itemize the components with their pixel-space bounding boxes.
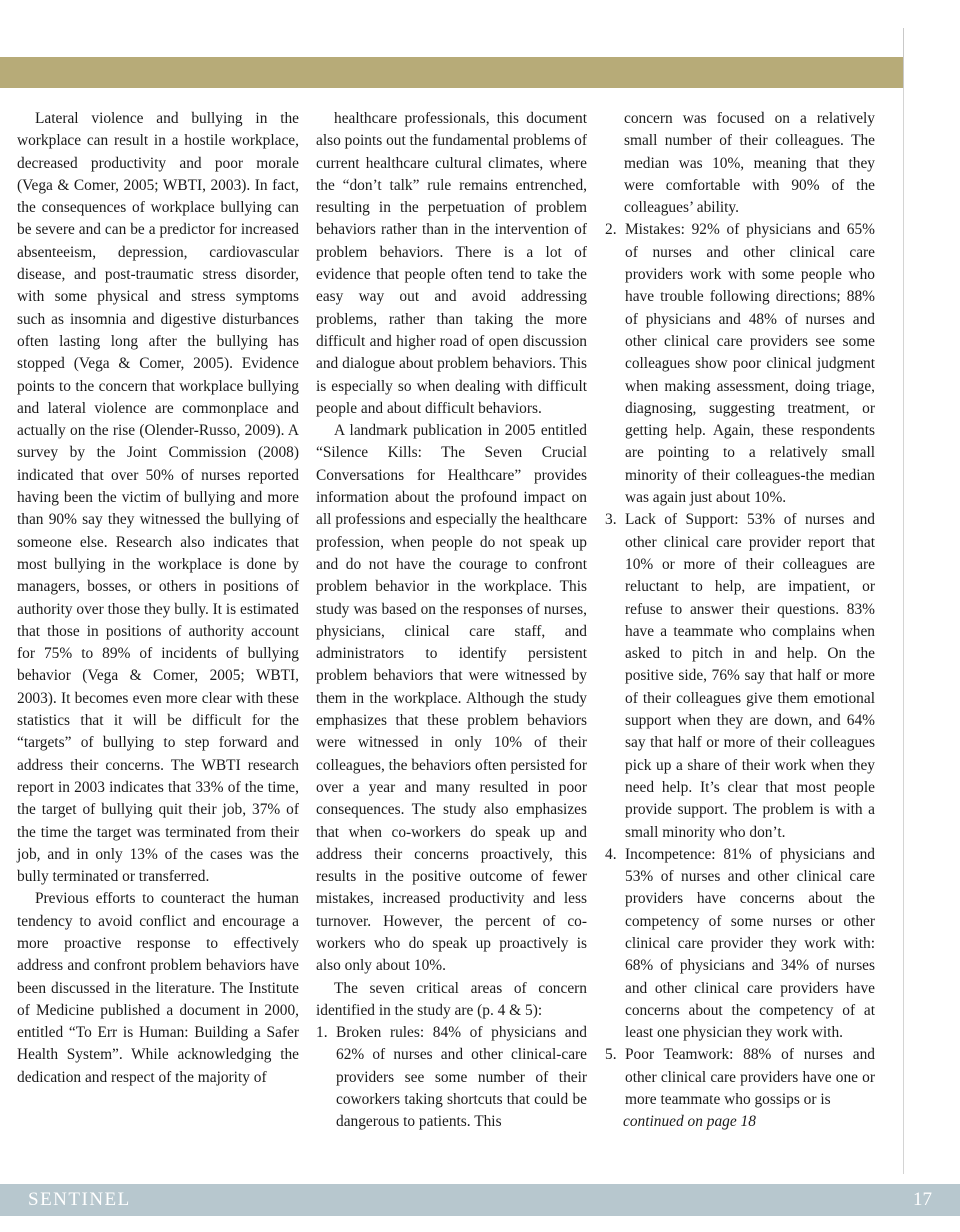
concern-list [316, 1022, 587, 1133]
list-item-text: Incompetence: 81% of physicians and 53% of nurses and other clinical care providers have concerns about the competency of some nurses or other clinical care provider they work with: 68% of physicians and 34% of nurses and other clinical care providers have concerns about the competency of at least one physician they work with. [625, 845, 875, 1042]
paragraph: A landmark publication in 2005 entitled “Silence Kills: The Seven Crucial Conversations for Healthcare” provides information about the profound impact on all professions and especially the healthcare profession, when people do not speak up and do not have the courage to confront problem behavior in the workplace. This study was based on the responses of nurses, physicians, clinical care staff, and administrators to identify persistent problem behaviors that were witnessed by them in the workplace. Although the study emphasizes that these problem behaviors were witnessed in only 10% of their colleagues, the behaviors often persisted for over a year and many resulted in poor consequences. The study also emphasizes that when co-workers do speak up and address their concerns proactively, this results in the positive outcome of fewer mistakes, increased productivity and less turnover. However, the percent of co-workers who do speak up proactively is also only about 10%. [316, 422, 587, 975]
list-number: 5. [605, 1046, 617, 1064]
list-item-text: Broken rules: 84% of physicians and 62% of nurses and other clinical-care providers see some number of their coworkers taking shortcuts that could be dangerous to patients. This [336, 1024, 587, 1131]
list-item [605, 219, 875, 509]
paragraph: Previous efforts to counteract the human tendency to avoid conflict and encourage a more proactive response to effectively address and confront problem behaviors have been discussed in the literature. The Institute of Medicine published a document in 2000, entitled “To Err is Human: Building a Safer Health System”. While acknowledging the dedication and respect of the majority of [17, 890, 299, 1086]
list-item-text: Lack of Support: 53% of nurses and other clinical care provider report that 10% or more of their colleagues are reluctant to help, are impatient, or refuse to answer their questions. 83% have a teammate who complains when asked to pitch in and help. On the positive side, 76% say that half or more of their colleagues give them emotional support when they are down, and 64% say that half or more of their colleagues pick up a share of their work when they need help. It’s clear that most people provide support. The problem is with a small minority who don’t. [625, 511, 875, 841]
footer-band [0, 1184, 960, 1216]
paragraph: The seven critical areas of concern identified in the study are (p. 4 & 5): [316, 979, 587, 1019]
list-number: 3. [605, 511, 617, 529]
continued-note: continued on page 18 [623, 1113, 756, 1131]
column-3 [605, 108, 875, 1134]
margin-rule [903, 88, 904, 1174]
list-item [605, 1044, 875, 1111]
column-1 [17, 108, 299, 1089]
list-item-text: Mistakes: 92% of physicians and 65% of nurses and other clinical care providers work with some people who have trouble following directions; 88% of physicians and 48% of nurses and other clinical care providers see some colleagues show poor clinical judgment when making assessment, doing triage, diagnosing, suggesting treatment, or getting help. Again, these respondents are pointing to a relatively small minority of their colleagues-the median was again just about 10%. [625, 221, 875, 507]
concern-list-continued [605, 219, 875, 1111]
paragraph: healthcare professionals, this document also points out the fundamental problems of current healthcare cultural climates, where the “don’t talk” rule remains entrenched, resulting in the perpetuation of problem behaviors rather than in the intervention of problem behaviors. There is a lot of evidence that people often tend to take the easy way out and avoid addressing problems, rather than taking the more difficult and higher road of open discussion and dialogue about problem behaviors. This is especially so when dealing with difficult people and about difficult behaviors. [316, 110, 587, 417]
page-number: 17 [913, 1189, 932, 1210]
publication-name: SENTINEL [28, 1189, 131, 1210]
list-item [605, 509, 875, 843]
header-band [0, 57, 903, 88]
list-item [605, 844, 875, 1045]
list-item-text: Poor Teamwork: 88% of nurses and other clinical care providers have one or more teammate who gossips or is [625, 1046, 875, 1109]
list-continuation: concern was focused on a relatively small number of their colleagues. The median was 10%, meaning that they were comfortable with 90% of the colleagues’ ability. [624, 110, 875, 217]
list-number: 2. [605, 221, 617, 239]
list-number: 4. [605, 845, 617, 863]
margin-rule [903, 28, 904, 88]
list-number: 1. [316, 1024, 328, 1042]
list-item [316, 1022, 587, 1133]
column-2 [316, 108, 587, 1134]
paragraph: Lateral violence and bullying in the workplace can result in a hostile workplace, decreased productivity and poor morale (Vega & Comer, 2005; WBTI, 2003). In fact, the consequences of workplace bullying can be severe and can be a predictor for increased absenteeism, depression, cardiovascular disease, and post-traumatic stress disorder, with some physical and stress symptoms such as insomnia and digestive disturbances often lasting long after the bullying has stopped (Vega & Comer, 2005). Evidence points to the concern that workplace bullying and lateral violence are commonplace and actually on the rise (Olender-Russo, 2009). A survey by the Joint Commission (2008) indicated that over 50% of nurses reported having been the victim of bullying and more than 90% say they witnessed the bullying of someone else. Research also indicates that most bullying in the workplace is done by managers, bosses, or others in positions of authority over those they bully. It is estimated that those in positions of authority account for 75% to 89% of incidents of bullying behavior (Vega & Comer, 2005; WBTI, 2003). It becomes even more clear with these statistics that it will be difficult for the “targets” of bullying to step forward and address their concerns. The WBTI research report in 2003 indicates that 33% of the time, the target of bullying quit their job, 37% of the time the target was terminated from their job, and in only 13% of the cases was the bully terminated or transferred. [17, 110, 299, 886]
